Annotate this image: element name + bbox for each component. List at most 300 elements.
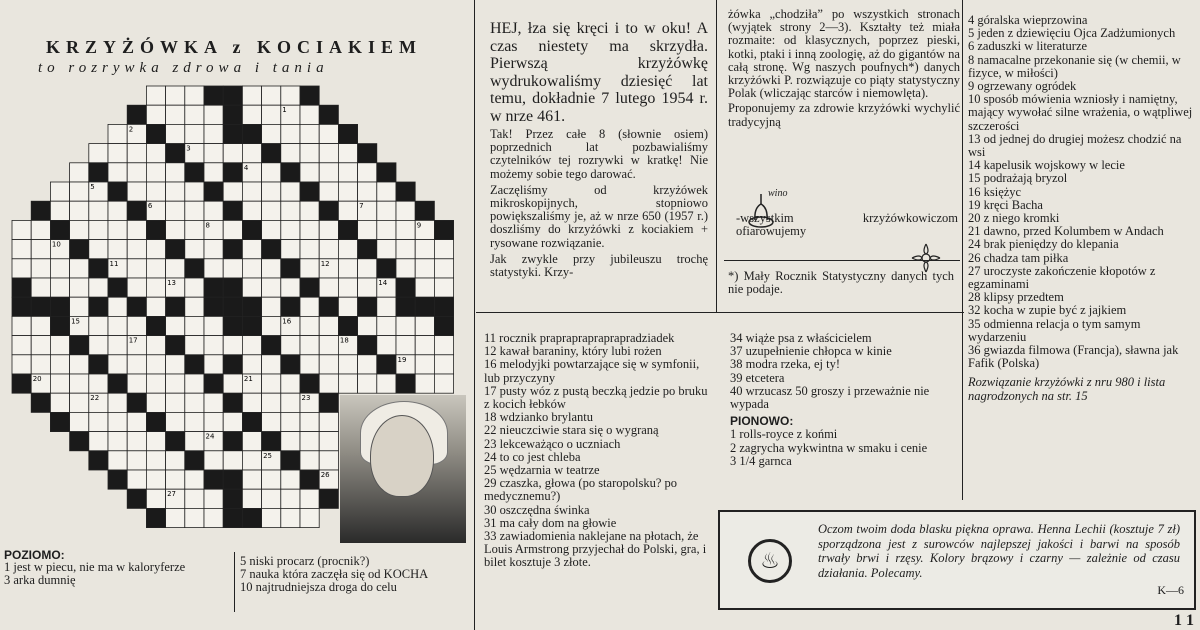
grid-cell[interactable]	[300, 355, 319, 374]
grid-cell[interactable]	[262, 163, 281, 182]
grid-cell[interactable]	[262, 278, 281, 297]
grid-block	[89, 259, 108, 278]
grid-block	[50, 412, 69, 431]
grid-cell[interactable]	[89, 240, 108, 259]
grid-cell[interactable]	[204, 240, 223, 259]
grid-cell[interactable]	[319, 163, 338, 182]
grid-cell[interactable]	[204, 259, 223, 278]
grid-cell[interactable]	[281, 412, 300, 431]
grid-cell[interactable]	[127, 220, 146, 239]
grid-cell[interactable]	[319, 336, 338, 355]
grid-cell[interactable]	[434, 259, 453, 278]
grid-cell[interactable]	[434, 336, 453, 355]
grid-cell[interactable]	[377, 374, 396, 393]
grid-cell[interactable]	[146, 470, 165, 489]
grid-cell[interactable]	[185, 201, 204, 220]
grid-cell[interactable]	[300, 240, 319, 259]
grid-cell[interactable]	[185, 297, 204, 316]
grid-cell[interactable]	[242, 201, 261, 220]
grid-cell[interactable]	[146, 374, 165, 393]
grid-cell[interactable]	[204, 451, 223, 470]
clue-item: 25 wędzarnia w teatrze	[484, 463, 600, 478]
grid-cell[interactable]	[242, 278, 261, 297]
grid-cell[interactable]	[242, 86, 261, 105]
grid-cell[interactable]	[319, 220, 338, 239]
solution-note[interactable]: Rozwiązanie krzyżówki z nru 980 i lista nagrodzonych na str. 15	[968, 375, 1166, 403]
grid-cell[interactable]	[358, 163, 377, 182]
grid-cell[interactable]	[415, 278, 434, 297]
grid-cell[interactable]	[281, 278, 300, 297]
grid-cell[interactable]	[31, 240, 50, 259]
grid-cell[interactable]	[319, 124, 338, 143]
grid-cell[interactable]	[108, 144, 127, 163]
grid-cell[interactable]	[89, 201, 108, 220]
grid-cell[interactable]	[185, 470, 204, 489]
grid-cell[interactable]	[262, 316, 281, 335]
grid-cell[interactable]	[12, 220, 31, 239]
grid-block	[300, 86, 319, 105]
grid-block	[396, 297, 415, 316]
clue-item: 30 oszczędna świnka	[484, 502, 590, 517]
grid-cell[interactable]	[262, 220, 281, 239]
grid-cell[interactable]	[31, 336, 50, 355]
grid-cell[interactable]	[204, 144, 223, 163]
grid-cell[interactable]	[146, 144, 165, 163]
grid-cell[interactable]	[70, 355, 89, 374]
grid-cell[interactable]	[281, 470, 300, 489]
grid-cell[interactable]	[242, 451, 261, 470]
grid-cell[interactable]	[127, 374, 146, 393]
grid-cell[interactable]	[70, 278, 89, 297]
grid-cell[interactable]	[358, 316, 377, 335]
grid-cell[interactable]	[281, 220, 300, 239]
grid-cell[interactable]	[89, 144, 108, 163]
grid-cell[interactable]	[146, 240, 165, 259]
grid-cell[interactable]	[319, 182, 338, 201]
grid-cell[interactable]	[185, 240, 204, 259]
grid-cell[interactable]	[12, 355, 31, 374]
grid-cell[interactable]	[377, 316, 396, 335]
grid-cell[interactable]	[50, 374, 69, 393]
grid-block	[146, 412, 165, 431]
grid-cell[interactable]	[185, 278, 204, 297]
grid-cell[interactable]	[242, 470, 261, 489]
grid-cell[interactable]	[204, 355, 223, 374]
grid-cell[interactable]	[434, 278, 453, 297]
grid-cell[interactable]	[223, 374, 242, 393]
grid-cell[interactable]	[31, 220, 50, 239]
grid-cell[interactable]	[396, 201, 415, 220]
grid-cell[interactable]	[300, 163, 319, 182]
grid-cell[interactable]	[242, 105, 261, 124]
grid-cell[interactable]	[396, 220, 415, 239]
clue-item: 15 podrażają bryzol	[968, 171, 1068, 186]
grid-block	[89, 355, 108, 374]
grid-cell[interactable]	[12, 240, 31, 259]
grid-cell[interactable]	[415, 240, 434, 259]
grid-cell[interactable]	[108, 124, 127, 143]
grid-cell[interactable]	[281, 240, 300, 259]
grid-cell[interactable]	[166, 201, 185, 220]
grid-cell[interactable]	[108, 336, 127, 355]
grid-cell[interactable]	[338, 240, 357, 259]
grid-cell[interactable]	[262, 489, 281, 508]
grid-cell[interactable]	[89, 278, 108, 297]
grid-cell[interactable]	[146, 489, 165, 508]
clue-item: 36 gwiazda filmowa (Francja), sławna jak Fafik (Polska)	[968, 343, 1179, 371]
grid-cell[interactable]	[166, 451, 185, 470]
grid-cell[interactable]	[262, 86, 281, 105]
grid-cell[interactable]	[262, 105, 281, 124]
clues-col-c	[484, 332, 716, 570]
grid-cell[interactable]	[242, 240, 261, 259]
grid-cell[interactable]	[185, 432, 204, 451]
grid-cell[interactable]	[89, 220, 108, 239]
grid-cell[interactable]	[300, 432, 319, 451]
grid-cell[interactable]	[204, 163, 223, 182]
grid-cell[interactable]	[166, 220, 185, 239]
grid-cell[interactable]	[50, 336, 69, 355]
grid-cell[interactable]	[281, 432, 300, 451]
grid-cell[interactable]	[185, 86, 204, 105]
grid-cell[interactable]	[223, 182, 242, 201]
grid-cell[interactable]	[262, 374, 281, 393]
grid-cell[interactable]	[262, 297, 281, 316]
grid-cell[interactable]	[319, 412, 338, 431]
grid-cell[interactable]	[89, 412, 108, 431]
grid-cell[interactable]	[262, 508, 281, 527]
grid-cell[interactable]	[396, 336, 415, 355]
grid-cell[interactable]	[281, 182, 300, 201]
grid-cell[interactable]	[166, 259, 185, 278]
grid-cell[interactable]	[242, 182, 261, 201]
grid-cell[interactable]	[185, 105, 204, 124]
grid-cell[interactable]	[204, 489, 223, 508]
grid-cell[interactable]	[89, 316, 108, 335]
grid-cell[interactable]	[358, 374, 377, 393]
grid-cell[interactable]	[185, 336, 204, 355]
grid-cell[interactable]	[415, 374, 434, 393]
grid-cell[interactable]	[377, 297, 396, 316]
grid-cell[interactable]	[146, 336, 165, 355]
clue-item: 3 1/4 garnca	[730, 453, 792, 468]
grid-cell[interactable]	[166, 393, 185, 412]
grid-cell[interactable]	[166, 470, 185, 489]
grid-cell[interactable]	[185, 393, 204, 412]
grid-cell[interactable]	[338, 144, 357, 163]
grid-cell[interactable]	[300, 316, 319, 335]
grid-cell[interactable]	[300, 144, 319, 163]
grid-block	[281, 297, 300, 316]
grid-cell[interactable]	[166, 412, 185, 431]
grid-cell[interactable]	[146, 451, 165, 470]
henna-logo-icon: ♨	[748, 539, 792, 583]
grid-cell[interactable]	[146, 393, 165, 412]
grid-cell[interactable]	[31, 259, 50, 278]
grid-cell[interactable]	[146, 86, 165, 105]
grid-cell[interactable]	[166, 316, 185, 335]
grid-cell[interactable]	[146, 105, 165, 124]
grid-cell[interactable]	[70, 259, 89, 278]
grid-cell[interactable]	[108, 220, 127, 239]
grid-cell[interactable]	[108, 240, 127, 259]
grid-cell[interactable]	[434, 374, 453, 393]
clue-number: 4	[243, 163, 249, 172]
grid-cell[interactable]	[166, 124, 185, 143]
grid-cell[interactable]	[70, 374, 89, 393]
grid-cell[interactable]	[204, 336, 223, 355]
grid-cell[interactable]	[415, 355, 434, 374]
grid-cell[interactable]	[166, 182, 185, 201]
grid-cell[interactable]	[300, 412, 319, 431]
grid-cell[interactable]	[262, 355, 281, 374]
grid-cell[interactable]	[12, 336, 31, 355]
grid-cell[interactable]	[50, 201, 69, 220]
grid-cell[interactable]	[281, 86, 300, 105]
ad-code: K—6	[1157, 583, 1184, 597]
grid-cell[interactable]	[204, 201, 223, 220]
grid-cell[interactable]	[338, 259, 357, 278]
grid-cell[interactable]	[319, 374, 338, 393]
grid-cell[interactable]	[396, 240, 415, 259]
grid-cell[interactable]	[166, 86, 185, 105]
grid-cell[interactable]	[108, 355, 127, 374]
grid-cell[interactable]	[108, 201, 127, 220]
grid-cell[interactable]	[89, 336, 108, 355]
grid-cell[interactable]	[70, 182, 89, 201]
grid-cell[interactable]	[281, 336, 300, 355]
grid-cell[interactable]	[185, 124, 204, 143]
grid-cell[interactable]	[262, 412, 281, 431]
grid-cell[interactable]	[166, 374, 185, 393]
grid-cell[interactable]	[70, 297, 89, 316]
grid-cell[interactable]	[108, 432, 127, 451]
grid-cell[interactable]	[338, 163, 357, 182]
grid-cell[interactable]	[415, 336, 434, 355]
grid-cell[interactable]	[358, 182, 377, 201]
grid-cell[interactable]	[377, 182, 396, 201]
grid-cell[interactable]	[300, 297, 319, 316]
grid-cell[interactable]	[242, 489, 261, 508]
grid-cell[interactable]	[108, 393, 127, 412]
grid-cell[interactable]	[146, 182, 165, 201]
grid-block	[127, 489, 146, 508]
grid-cell[interactable]	[396, 316, 415, 335]
grid-cell[interactable]	[127, 316, 146, 335]
face-shape	[370, 415, 434, 497]
grid-cell[interactable]	[70, 393, 89, 412]
grid-cell[interactable]	[281, 201, 300, 220]
grid-cell[interactable]	[300, 508, 319, 527]
grid-cell[interactable]	[127, 432, 146, 451]
grid-cell[interactable]	[242, 144, 261, 163]
grid-cell[interactable]	[146, 432, 165, 451]
grid-cell[interactable]	[127, 182, 146, 201]
grid-cell[interactable]	[204, 508, 223, 527]
grid-cell[interactable]	[127, 144, 146, 163]
grid-cell[interactable]	[377, 336, 396, 355]
grid-block	[204, 278, 223, 297]
grid-cell[interactable]	[223, 144, 242, 163]
grid-block	[223, 105, 242, 124]
grid-cell[interactable]	[300, 451, 319, 470]
grid-cell[interactable]	[204, 105, 223, 124]
grid-cell[interactable]	[31, 355, 50, 374]
grid-cell[interactable]	[185, 508, 204, 527]
grid-cell[interactable]	[358, 278, 377, 297]
grid-cell[interactable]	[89, 374, 108, 393]
grid-cell[interactable]	[108, 451, 127, 470]
grid-block	[89, 451, 108, 470]
grid-cell[interactable]	[223, 451, 242, 470]
grid-cell[interactable]	[127, 355, 146, 374]
grid-cell[interactable]	[146, 259, 165, 278]
grid-cell[interactable]	[166, 508, 185, 527]
grid-cell[interactable]	[108, 297, 127, 316]
grid-cell[interactable]	[262, 393, 281, 412]
grid-cell[interactable]	[185, 489, 204, 508]
grid-cell[interactable]	[242, 355, 261, 374]
grid-cell[interactable]	[281, 374, 300, 393]
grid-cell[interactable]	[262, 259, 281, 278]
grid-cell[interactable]	[281, 489, 300, 508]
grid-cell[interactable]	[223, 259, 242, 278]
grid-cell[interactable]	[70, 220, 89, 239]
grid-cell[interactable]	[281, 508, 300, 527]
grid-cell[interactable]	[377, 220, 396, 239]
grid-cell[interactable]	[70, 163, 89, 182]
grid-cell[interactable]	[31, 316, 50, 335]
clue-item: 1 rolls-royce z końmi	[730, 427, 838, 442]
grid-cell[interactable]	[300, 201, 319, 220]
grid-cell[interactable]	[415, 259, 434, 278]
grid-cell[interactable]	[300, 105, 319, 124]
grid-cell[interactable]	[166, 163, 185, 182]
intro-column-1	[490, 20, 708, 279]
grid-cell[interactable]	[146, 355, 165, 374]
grid-cell[interactable]	[319, 240, 338, 259]
grid-cell[interactable]	[338, 297, 357, 316]
grid-cell[interactable]	[185, 316, 204, 335]
grid-cell[interactable]	[262, 201, 281, 220]
clue-item: 16 melodyjki powtarzające się w symfonii, lub przyczyny	[484, 357, 700, 385]
grid-cell[interactable]	[146, 297, 165, 316]
grid-cell[interactable]	[146, 278, 165, 297]
grid-cell[interactable]	[50, 259, 69, 278]
grid-cell[interactable]	[12, 259, 31, 278]
grid-cell[interactable]	[108, 412, 127, 431]
grid-cell[interactable]	[338, 355, 357, 374]
grid-cell[interactable]	[223, 336, 242, 355]
grid-cell[interactable]	[300, 259, 319, 278]
grid-cell[interactable]	[319, 355, 338, 374]
grid-cell[interactable]	[281, 144, 300, 163]
grid-cell[interactable]	[338, 374, 357, 393]
grid-cell[interactable]	[338, 182, 357, 201]
grid-cell[interactable]	[434, 240, 453, 259]
grid-cell[interactable]	[127, 259, 146, 278]
grid-cell[interactable]	[300, 124, 319, 143]
clue-item: 24 to co jest chleba	[484, 449, 581, 464]
grid-cell[interactable]	[204, 124, 223, 143]
grid-cell[interactable]	[89, 432, 108, 451]
grid-cell[interactable]	[396, 259, 415, 278]
divider	[476, 312, 964, 313]
grid-cell[interactable]	[127, 240, 146, 259]
grid-cell[interactable]	[262, 124, 281, 143]
clue-number: 19	[397, 355, 407, 364]
grid-cell[interactable]	[185, 412, 204, 431]
grid-cell[interactable]	[338, 278, 357, 297]
grid-cell[interactable]	[358, 220, 377, 239]
grid-cell[interactable]	[300, 220, 319, 239]
grid-cell[interactable]	[12, 316, 31, 335]
grid-cell[interactable]	[50, 182, 69, 201]
grid-cell[interactable]	[300, 489, 319, 508]
clue-item: 32 kocha w zupie być z jajkiem	[968, 303, 1127, 318]
grid-cell[interactable]	[185, 182, 204, 201]
grid-cell[interactable]	[127, 470, 146, 489]
grid-cell[interactable]	[70, 412, 89, 431]
grid-cell[interactable]	[319, 278, 338, 297]
grid-cell[interactable]	[166, 105, 185, 124]
grid-cell[interactable]	[319, 316, 338, 335]
grid-cell[interactable]	[50, 355, 69, 374]
grid-cell[interactable]	[262, 182, 281, 201]
clue-item: 10 sposób mówienia wzniosły i namiętny, mający wywołać silne wrażenia, o wątpliwej szczerości	[968, 92, 1193, 133]
grid-cell[interactable]	[127, 412, 146, 431]
grid-cell[interactable]	[338, 201, 357, 220]
grid-cell[interactable]	[434, 355, 453, 374]
grid-cell[interactable]	[358, 355, 377, 374]
grid-cell[interactable]	[300, 336, 319, 355]
grid-cell[interactable]	[50, 278, 69, 297]
grid-cell[interactable]	[204, 393, 223, 412]
grid-cell[interactable]	[242, 259, 261, 278]
grid-cell[interactable]	[358, 259, 377, 278]
grid-cell[interactable]	[166, 355, 185, 374]
grid-cell[interactable]	[281, 393, 300, 412]
grid-cell[interactable]	[70, 201, 89, 220]
grid-cell[interactable]	[281, 124, 300, 143]
grid-cell[interactable]	[146, 163, 165, 182]
grid-cell[interactable]	[242, 432, 261, 451]
grid-cell[interactable]	[204, 316, 223, 335]
grid-cell[interactable]	[108, 163, 127, 182]
grid-cell[interactable]	[262, 470, 281, 489]
grid-cell[interactable]	[242, 336, 261, 355]
grid-cell[interactable]	[377, 240, 396, 259]
grid-cell[interactable]	[415, 316, 434, 335]
grid-cell[interactable]	[319, 432, 338, 451]
grid-cell[interactable]	[204, 412, 223, 431]
grid-cell[interactable]	[223, 412, 242, 431]
grid-cell[interactable]	[127, 163, 146, 182]
grid-cell[interactable]	[242, 393, 261, 412]
grid-cell[interactable]	[223, 220, 242, 239]
grid-cell[interactable]	[185, 374, 204, 393]
grid-cell[interactable]	[185, 220, 204, 239]
grid-cell[interactable]	[127, 278, 146, 297]
intro-paragraph: Tak! Przez całe 8 (słownie osiem) poprzednich lat pozbawialiśmy czytelników tej rozrywki w kratkę! Nie możemy sobie tego darować.	[490, 127, 708, 181]
grid-cell[interactable]	[31, 278, 50, 297]
grid-cell[interactable]	[377, 201, 396, 220]
grid-cell[interactable]	[127, 451, 146, 470]
grid-cell[interactable]	[319, 144, 338, 163]
grid-cell[interactable]	[50, 393, 69, 412]
grid-cell[interactable]	[108, 316, 127, 335]
grid-cell[interactable]	[319, 451, 338, 470]
